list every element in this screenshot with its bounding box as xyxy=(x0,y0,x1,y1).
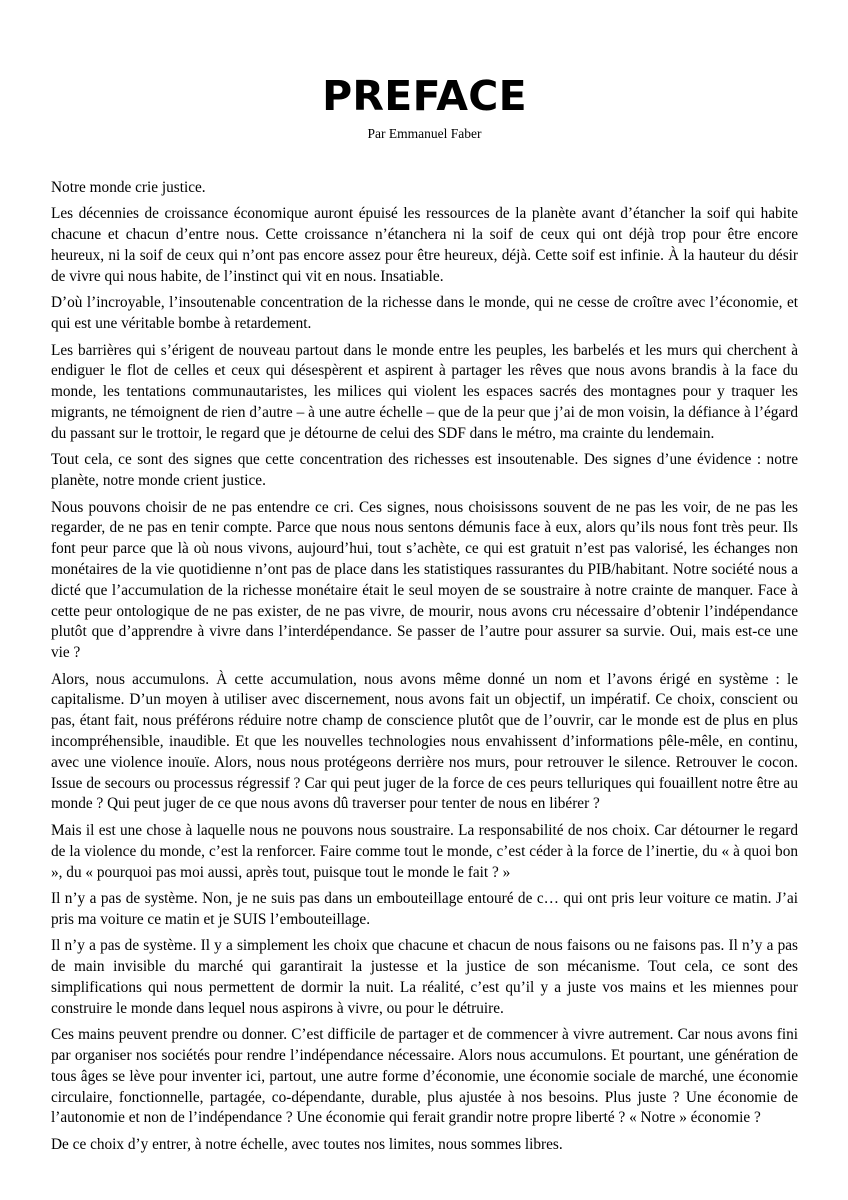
paragraph-7: Alors, nous accumulons. À cette accumulation, nous avons même donné un nom et l’avons érigé en système : le capitalisme. D’un moyen à utiliser avec discernement, nous avons fait un objectif, un impératif. Ce choix, conscient ou pas, étant fait, nous préférons réduire notre champ de conscience plutôt que de l’ouvrir, car le monde est de plus en plus incompréhensible, inaudible. Et que les nouvelles technologies nous envahissent d’informations pêle-mêle, en continu, avec une violence inouïe. Alors, nous nous protégeons derrière nos murs, pour retrouver le silence. Retrouver le cocon. Issue de secours ou processus régressif ? Car qui peut juger de la force de ces peurs telluriques qui fouaillent notre être au monde ? Qui peut juger de ce que nous avons dû traverser pour tenter de nous en libérer ? xyxy=(51,670,798,813)
paragraph-1: Notre monde crie justice. xyxy=(51,179,206,196)
author-byline: Par Emmanuel Faber xyxy=(367,126,482,141)
paragraph-5: Tout cela, ce sont des signes que cette concentration des richesses est insoutenable. Des signes d’une évidence : notre planète, notre monde crient justice. xyxy=(51,451,798,490)
paragraph-3: D’où l’incroyable, l’insoutenable concentration de la richesse dans le monde, qui ne cesse de croître avec l’économie, et qui est une véritable bombe à retardement. xyxy=(51,294,798,333)
paragraph-12: De ce choix d’y entrer, à notre échelle, avec toutes nos limites, nous sommes libres. xyxy=(51,1135,563,1153)
paragraph-8: Mais il est une chose à laquelle nous ne pouvons nous soustraire. La responsabilité de nos choix. Car détourner le regard de la violence du monde, c’est la renforcer. Faire comme tout le monde, c’est céder à la force de l’inertie, du « à quoi bon », du « pourquoi pas moi aussi, après tout, puisque tout le monde le fait ? » xyxy=(51,821,798,881)
paragraph-2: Les décennies de croissance économique auront épuisé les ressources de la planète avant d’étancher la soif qui habite chacune et chacun d’entre nous. Cette croissance n’étanchera ni la soif de ceux qui ont déjà trop pour être encore heureux, ni la soif de ceux qui n’ont pas encore assez pour être heureux, déjà. Cette soif est infinie. À la hauteur du désir de vivre qui nous habite, de l’instinct qui vit en nous. Insatiable. xyxy=(51,205,798,285)
document-body xyxy=(51,178,798,1156)
paragraph-10: Il n’y a pas de système. Il y a simplement les choix que chacune et chacun de nous faisons ou ne faisons pas. Il n’y a pas de main invisible du marché qui garantirait la justesse et la justice de son mécanisme. Tout cela, ce sont des simplifications qui nous permettent de dormir la nuit. La réalité, c’est qu’il y a juste vos mains et les miennes pour construire le monde dans lequel nous aspirons à vivre, ou pour le détruire. xyxy=(51,937,798,1017)
paragraph-11: Ces mains peuvent prendre ou donner. C’est difficile de partager et de commencer à vivre autrement. Car nous avons fini par organiser nos sociétés pour rendre l’indépendance nécessaire. Alors nous accumulons. Et pourtant, une génération de tous âges se lève pour inventer ici, partout, une autre forme d’économie, une économie sociale de marché, une économie circulaire, fonctionnelle, partagée, co-dépendante, durable, plus ajustée à nos besoins. Plus juste ? Une économie de l’autonomie et non de l’indépendance ? Une économie qui ferait grandir notre propre liberté ? « Notre » économie ? xyxy=(51,1026,798,1127)
paragraph-6: Nous pouvons choisir de ne pas entendre ce cri. Ces signes, nous choisissons souvent de ne pas les voir, de ne pas les regarder, de ne pas en tenir compte. Parce que nous nous sentons démunis face à eux, alors qu’ils nous font très peur. Ils font peur parce que là où nous vivons, aujourd’hui, tout s’achète, ce qui est gratuit n’est pas valorisé, les échanges non monétaires de la vie quotidienne n’ont pas de place dans les statistiques rassurantes du PIB/habitant. Notre société nous a dicté que l’accumulation de la richesse monétaire était le seul moyen de se soustraire à notre crainte de manquer. Face à cette peur ontologique de ne pas exister, de ne pas vivre, de mourir, nous avons cru nécessaire d’obtenir l’indépendance plutôt que d’apprendre à vivre dans l’interdépendance. Se passer de l’autre pour assurer sa survie. Oui, mais est-ce une vie ? xyxy=(51,498,798,662)
paragraph-4: Les barrières qui s’érigent de nouveau partout dans le monde entre les peuples, les barbelés et les murs qui cherchent à endiguer le flot de celles et ceux qui désespèrent et aspirent à partager les rêves que nous avons brandis à la face du monde, les tentations communautaristes, les milices qui violent les espaces sacrés des montagnes pour y traquer les migrants, ne témoignent de rien d’autre – à une autre échelle – que de la peur que j’ai de mon voisin, la défiance à l’égard du passant sur le trottoir, le regard que je détourne de celui des SDF dans le métro, ma crainte du lendemain. xyxy=(51,341,798,442)
paragraph-9: Il n’y a pas de système. Non, je ne suis pas dans un embouteillage entouré de c… qui ont pris leur voiture ce matin. J’ai pris ma voiture ce matin et je SUIS l’embouteillage. xyxy=(51,890,798,928)
page-title: PREFACE xyxy=(322,72,527,120)
